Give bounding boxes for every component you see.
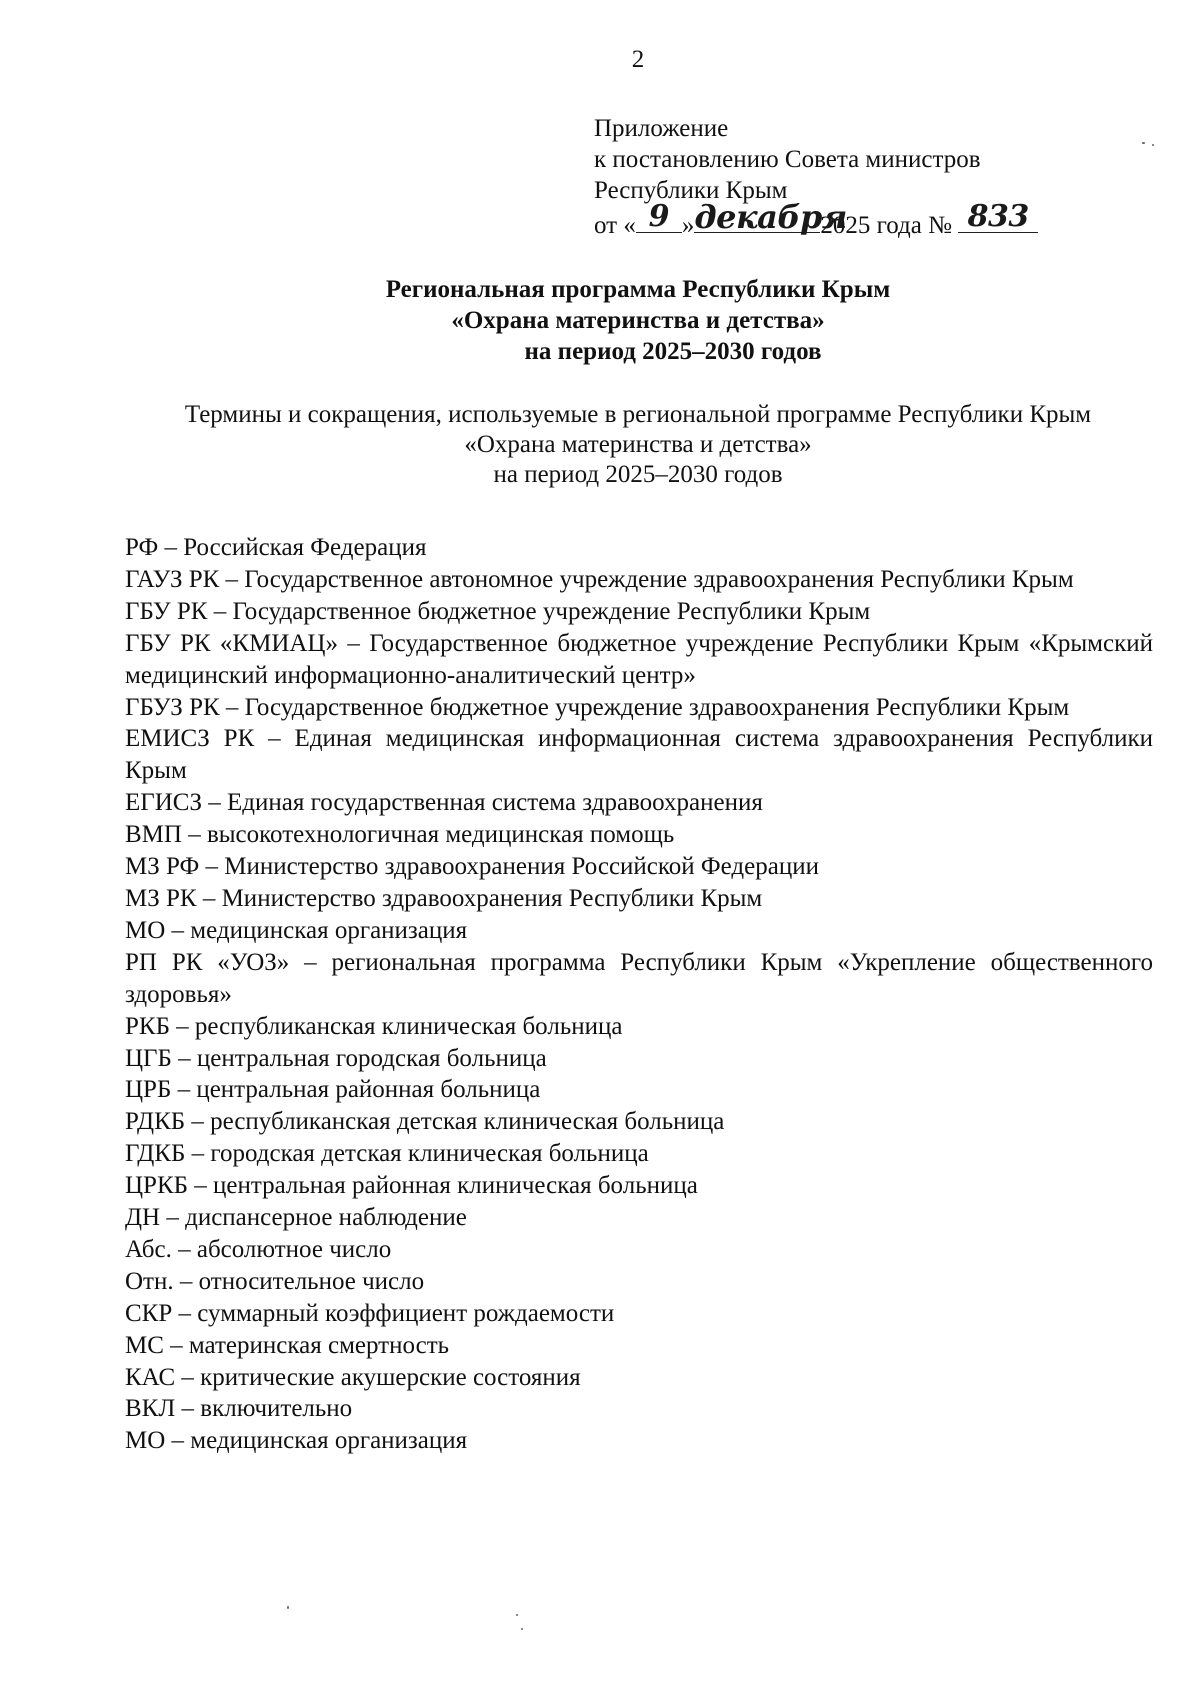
term-item: МО – медицинская организация	[125, 1427, 468, 1455]
terms-list	[125, 532, 1153, 1457]
term-item: РДКБ – республиканская детская клиническая больница	[125, 1108, 725, 1136]
term-item: ГДКБ – городская детская клиническая больница	[125, 1140, 649, 1168]
appendix-date-line	[594, 198, 1038, 241]
appendix-title: Приложение	[594, 115, 729, 142]
term-item: ЦРКБ – центральная районная клиническая больница	[125, 1172, 698, 1200]
date-prefix: от «	[594, 212, 636, 239]
scan-speck	[1152, 144, 1154, 146]
program-title	[0, 274, 1200, 367]
handwritten-day: 9	[648, 199, 670, 234]
page-number: 2	[631, 46, 645, 73]
term-item: ГБУЗ РК – Государственное бюджетное учреждение здравоохранения Республики Крым	[125, 693, 1070, 721]
term-item: РП РК «УОЗ» – региональная программа Республики Крым «Укрепление общественного здоровья»	[125, 948, 1153, 1008]
handwritten-day-field	[636, 199, 682, 234]
scan-speck	[1142, 142, 1145, 144]
handwritten-month: декабря	[694, 198, 847, 236]
term-item: ЕМИСЗ РК – Единая медицинская информационная система здравоохранения Республики Крым	[125, 725, 1153, 785]
term-item: ЦГБ – центральная городская больница	[125, 1044, 547, 1072]
handwritten-number-field	[958, 199, 1038, 234]
appendix-decree-line: к постановлению Совета министров	[594, 146, 981, 173]
term-item: ГАУЗ РК – Государственное автономное учреждение здравоохранения Республики Крым	[125, 565, 1074, 593]
program-title-line-3: на период 2025–2030 годов	[524, 338, 822, 365]
term-item: ГБУ РК – Государственное бюджетное учреждение Республики Крым	[125, 597, 871, 625]
term-item: ВМП – высокотехнологичная медицинская помощь	[125, 821, 675, 849]
appendix-republic-line: Республики Крым	[594, 177, 788, 204]
term-item: Абс. – абсолютное число	[125, 1235, 392, 1263]
program-title-line-2: «Охрана материнства и детства»	[451, 307, 825, 334]
term-item: ВКЛ – включительно	[125, 1395, 353, 1423]
term-item: МО – медицинская организация	[125, 916, 468, 944]
term-item: СКР – суммарный коэффициент рождаемости	[125, 1299, 615, 1327]
terms-heading-line-1: Термины и сокращения, используемые в региональной программе Республики Крым	[184, 401, 1092, 428]
terms-heading	[0, 400, 1200, 490]
scan-speck	[516, 1614, 518, 1616]
term-item: РКБ – республиканская клиническая больница	[125, 1012, 623, 1040]
date-year-text: 2025 года №	[820, 212, 952, 239]
program-title-line-1: Региональная программа Республики Крым	[385, 276, 891, 303]
scan-speck	[521, 1628, 523, 1630]
appendix-block	[594, 113, 1038, 241]
term-item: МЗ РК – Министерство здравоохранения Республики Крым	[125, 884, 763, 912]
term-item: РФ – Российская Федерация	[125, 534, 427, 561]
term-item: ГБУ РК «КМИАЦ» – Государственное бюджетное учреждение Республики Крым «Крымский медицинский информационно-аналитический центр»	[125, 629, 1153, 689]
date-quote-close: »	[681, 212, 695, 239]
term-item: МЗ РФ – Министерство здравоохранения Российской Федерации	[125, 853, 819, 881]
term-item: МС – материнская смертность	[125, 1331, 450, 1359]
term-item: ДН – диспансерное наблюдение	[125, 1204, 467, 1232]
term-item: Отн. – относительное число	[125, 1267, 425, 1295]
term-item: КАС – критические акушерские состояния	[125, 1363, 581, 1391]
terms-heading-line-3: на период 2025–2030 годов	[493, 461, 783, 488]
terms-heading-line-2: «Охрана материнства и детства»	[464, 431, 812, 458]
term-item: ЕГИСЗ – Единая государственная система здравоохранения	[125, 789, 763, 817]
term-item: ЦРБ – центральная районная больница	[125, 1076, 541, 1104]
handwritten-month-field	[694, 198, 847, 236]
scan-speck	[287, 1606, 289, 1609]
handwritten-number: 833	[967, 199, 1029, 234]
